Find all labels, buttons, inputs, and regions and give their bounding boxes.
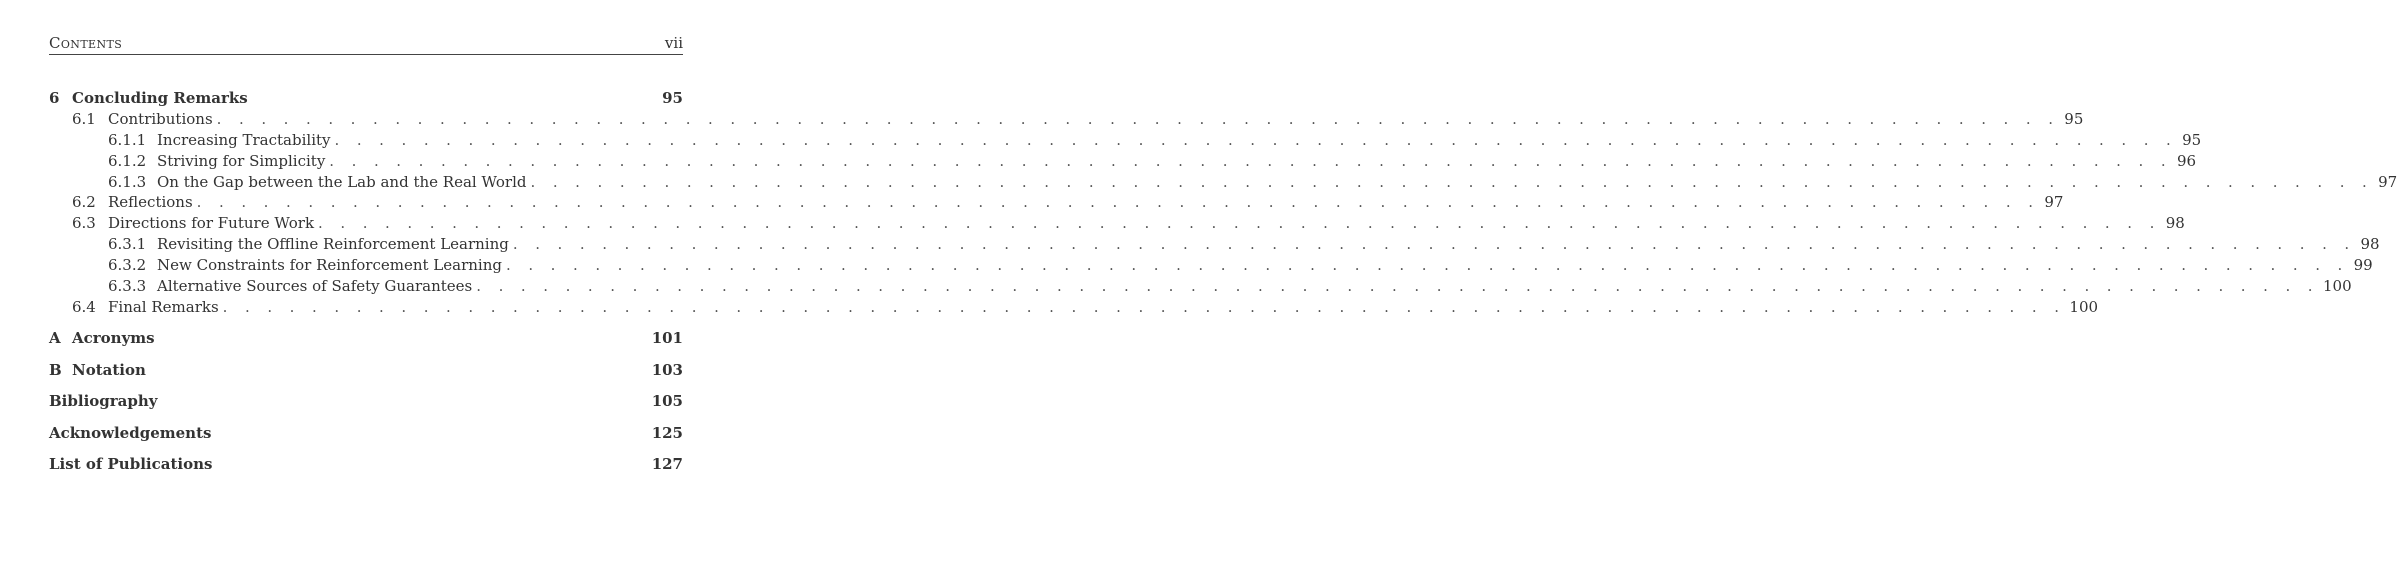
toc-entry-number: 6.1.3 [108,173,147,191]
toc-entry-page: 103 [651,361,683,379]
toc-leader-dots: . . . . . . . . . . . . . . . . . . . . . . . . . . . . . . . . . . . . . . . . . . . . . . . . . . . . . . . . . . . . . . . . . . . . . . . . . . . . . . . . . . . [222,298,2066,316]
toc-entry-page: 97 [2378,173,2397,191]
toc-entry-page: 95 [2182,131,2202,149]
toc-entry-number: B [49,361,62,379]
toc-entry-title: Notation [72,361,146,379]
toc-leader-dots: . . . . . . . . . . . . . . . . . . . . . . . . . . . . . . . . . . . . . . . . . . . . . . . . . . . . . . . . . . . . . . . . . . . . . . . . . . . . . . . . . . . [318,214,2161,232]
toc-entry-appendix-a[interactable] [49,328,683,348]
toc-entry-title: Striving for Simplicity [157,152,326,170]
toc-entry-page: 99 [2353,256,2373,274]
toc-entry-subsection-6-3-2[interactable] [108,255,2373,275]
running-head-page-number: vii [664,34,683,52]
toc-leader-dots: . . . . . . . . . . . . . . . . . . . . . . . . . . . . . . . . . . . . . . . . . . . . . . . . . . . . . . . . . . . . . . . . . . . . . . . . . . . . . . . . . . . [512,235,2356,253]
toc-entry-subsection-6-1-3[interactable] [108,172,2397,192]
toc-entry-title: Reflections [108,193,193,211]
toc-entry-page: 95 [662,89,683,107]
toc-entry-number: 6.3.2 [108,256,147,274]
toc-entry-number: 6.3.1 [108,235,147,253]
toc-entry-title: List of Publications [49,455,213,473]
toc-entry-title: Acknowledgements [49,424,212,442]
toc-entry-title: On the Gap between the Lab and the Real World [157,173,527,191]
header-rule [49,54,683,55]
toc-entry-title: New Constraints for Reinforcement Learning [157,256,502,274]
toc-entry-page: 98 [2360,235,2380,253]
toc-entry-title: Final Remarks [108,298,219,316]
toc-entry-list-of-publications[interactable] [49,454,683,474]
toc-entry-title: Increasing Tractability [157,131,331,149]
toc-entry-page: 98 [2165,214,2185,232]
toc-entry-subsection-6-1-1[interactable] [108,130,2202,150]
toc-entry-section-6-2[interactable] [72,192,2064,212]
running-head [49,34,683,52]
running-head-title: Contents [49,34,123,52]
toc-entry-subsection-6-3-3[interactable] [108,276,2352,296]
toc-entry-bibliography[interactable] [49,391,683,411]
toc-entry-chapter-6[interactable] [49,88,683,108]
toc-entry-number: 6.3.3 [108,277,147,295]
toc-entry-number: 6.1.2 [108,152,147,170]
toc-entry-number: 6 [49,89,60,107]
toc-entry-subsection-6-1-2[interactable] [108,151,2197,171]
toc-entry-number: 6.1 [72,110,96,128]
toc-leader-dots: . . . . . . . . . . . . . . . . . . . . . . . . . . . . . . . . . . . . . . . . . . . . . . . . . . . . . . . . . . . . . . . . . . . . . . . . . . . . . . . . . . . [216,110,2060,128]
toc-entry-subsection-6-3-1[interactable] [108,234,2380,254]
toc-entry-page: 96 [2176,152,2197,170]
toc-entry-page: 127 [651,455,683,473]
toc-entry-appendix-b[interactable] [49,360,683,380]
toc-entry-page: 100 [2069,298,2099,316]
toc-entry-page: 95 [2064,110,2084,128]
toc-entry-page: 100 [2322,277,2352,295]
toc-entry-section-6-3[interactable] [72,213,2185,233]
toc-entry-page: 97 [2044,193,2064,211]
toc-entry-page: 125 [651,424,683,442]
toc-entry-title: Concluding Remarks [72,89,248,107]
toc-entry-number: 6.1.1 [108,131,147,149]
toc-entry-section-6-4[interactable] [72,297,2099,317]
toc-entry-page: 101 [651,329,683,347]
toc-entry-section-6-1[interactable] [72,109,2084,129]
toc-entry-title: Revisiting the Offline Reinforcement Learning [157,235,509,253]
toc-entry-title: Acronyms [72,329,155,347]
toc-leader-dots: . . . . . . . . . . . . . . . . . . . . . . . . . . . . . . . . . . . . . . . . . . . . . . . . . . . . . . . . . . . . . . . . . . . . . . . . . . . . . . . . . . . [476,277,2319,295]
toc-entry-title: Alternative Sources of Safety Guarantees [157,277,473,295]
toc-leader-dots: . . . . . . . . . . . . . . . . . . . . . . . . . . . . . . . . . . . . . . . . . . . . . . . . . . . . . . . . . . . . . . . . . . . . . . . . . . . . . . . . . . . [334,131,2178,149]
toc-leader-dots: . . . . . . . . . . . . . . . . . . . . . . . . . . . . . . . . . . . . . . . . . . . . . . . . . . . . . . . . . . . . . . . . . . . . . . . . . . . . . . . . . . . [530,173,2374,191]
toc-leader-dots: . . . . . . . . . . . . . . . . . . . . . . . . . . . . . . . . . . . . . . . . . . . . . . . . . . . . . . . . . . . . . . . . . . . . . . . . . . . . . . . . . . . [196,193,2040,211]
toc-entry-title: Contributions [108,110,213,128]
toc-leader-dots: . . . . . . . . . . . . . . . . . . . . . . . . . . . . . . . . . . . . . . . . . . . . . . . . . . . . . . . . . . . . . . . . . . . . . . . . . . . . . . . . . . . [505,256,2349,274]
toc-entry-acknowledgements[interactable] [49,423,683,443]
toc-entry-title: Directions for Future Work [108,214,315,232]
toc-leader-dots: . . . . . . . . . . . . . . . . . . . . . . . . . . . . . . . . . . . . . . . . . . . . . . . . . . . . . . . . . . . . . . . . . . . . . . . . . . . . . . . . . . . [329,152,2173,170]
toc-entry-page: 105 [651,392,683,410]
toc-entry-number: 6.3 [72,214,96,232]
toc-entry-title: Bibliography [49,392,158,410]
toc-entry-number: 6.2 [72,193,96,211]
toc-entry-number: A [49,329,61,347]
toc-entry-number: 6.4 [72,298,96,316]
